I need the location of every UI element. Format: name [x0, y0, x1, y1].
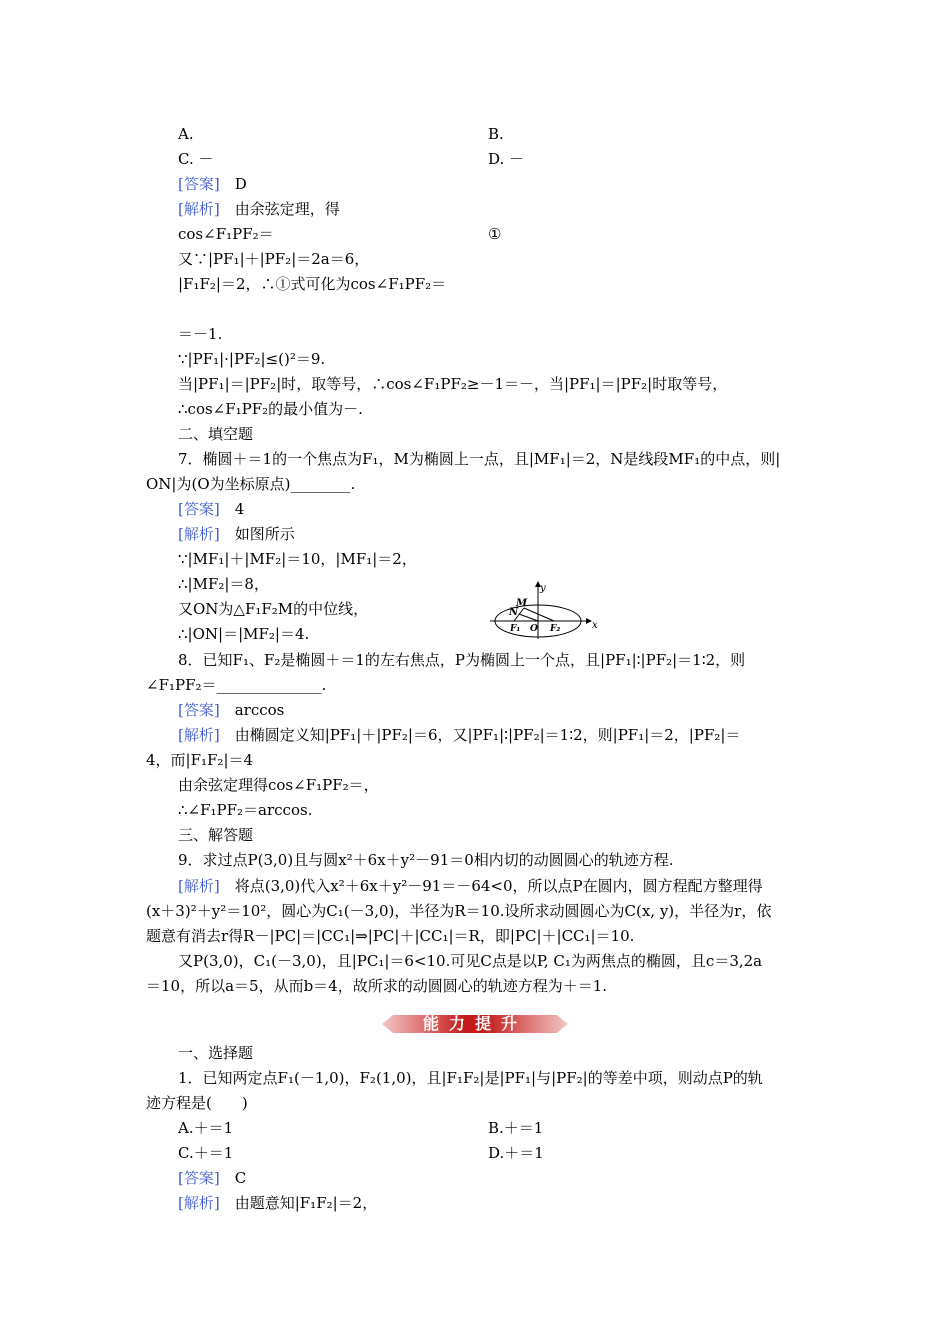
text-line: C.＋＝1: [178, 1144, 234, 1162]
answer-tag: [答案]: [178, 500, 220, 518]
text-line: ∠F₁PF₂＝______________.: [146, 676, 327, 694]
text-line: 一、选择题: [178, 1044, 254, 1062]
text-line: 又ON为△F₁F₂M的中位线，: [178, 600, 369, 618]
text-line: ∵|PF₁|·|PF₂|≤()²＝9.: [178, 350, 326, 368]
answer-tag: [解析]: [178, 1194, 220, 1212]
text-line: ON|为(O为坐标原点)________.: [146, 475, 356, 493]
text-line: [答案] 4: [178, 500, 245, 518]
text-line: 三、解答题: [178, 826, 254, 844]
text-line: ∵|MF₁|＋|MF₂|＝10，|MF₁|＝2，: [178, 550, 417, 568]
text-line: [答案] C: [178, 1169, 247, 1187]
text-line: ∴|MF₂|＝8，: [178, 575, 269, 593]
text-line: ①: [488, 225, 502, 243]
figure-label-y: y: [540, 583, 546, 594]
text-line: D.＋＝1: [488, 1144, 544, 1162]
answer-tag: [答案]: [178, 1169, 220, 1187]
text-line: 题意有消去r得R－|PC|＝|CC₁|⇒|PC|＋|CC₁|＝R，即|PC|＋|CC₁|＝10.: [146, 927, 635, 945]
text-line: [解析] 如图所示: [178, 525, 295, 543]
text-line: 1．已知两定点F₁(－1,0)，F₂(1,0)，且|F₁F₂|是|PF₁|与|PF₂|的等差中项，则动点P的轨: [178, 1069, 763, 1087]
text-line: ∴cos∠F₁PF₂的最小值为－.: [178, 400, 363, 418]
text-line: 又P(3,0)，C₁(－3,0)，且|PC₁|＝6<10.可见C点是以P, C₁为两焦点的椭圆，且c＝3,2a: [178, 952, 763, 970]
text-line: D. －: [488, 150, 525, 168]
ellipse-figure: [490, 579, 600, 641]
figure-label-x: x: [592, 620, 598, 631]
figure-label-o: O: [530, 624, 538, 634]
text-line: ＝－1.: [178, 325, 223, 343]
text-line: [解析] 将点(3,0)代入x²＋6x＋y²－91＝－64<0，所以点P在圆内，圆方程配方整理得: [178, 877, 763, 895]
text-line: [解析] 由余弦定理，得: [178, 200, 340, 218]
text-line: 7．椭圆＋＝1的一个焦点为F₁，M为椭圆上一点，且|MF₁|＝2，N是线段MF₁的中点，则|: [178, 450, 781, 468]
text-line: cos∠F₁PF₂＝: [178, 225, 274, 243]
text-line: B.＋＝1: [488, 1119, 544, 1137]
text-line: A.: [178, 125, 194, 143]
text-line: ∴∠F₁PF₂＝arccos.: [178, 801, 313, 819]
figure-label-m: M: [516, 598, 528, 609]
text-line: 迹方程是( ): [146, 1094, 248, 1112]
figure-label-f1: F₁: [510, 624, 521, 634]
text-line: 由余弦定理得cos∠F₁PF₂＝，: [178, 776, 379, 794]
text-line: 又∵|PF₁|＋|PF₂|＝2a＝6，: [178, 250, 370, 268]
text-line: C. －: [178, 150, 214, 168]
answer-tag: [答案]: [178, 701, 220, 719]
text-line: 4，而|F₁F₂|＝4: [146, 751, 254, 769]
text-line: 二、填空题: [178, 425, 254, 443]
text-line: (x＋3)²＋y²＝10²，圆心为C₁(－3,0)，半径为R＝10.设所求动圆圆心为C(x, y)，半径为r，依: [146, 902, 772, 920]
segment-on: [519, 614, 538, 621]
figure-label-n: N: [509, 607, 519, 618]
answer-tag: [解析]: [178, 525, 220, 543]
text-line: 9．求过点P(3,0)且与圆x²＋6x＋y²－91＝0相内切的动圆圆心的轨迹方程.: [178, 851, 674, 869]
answer-tag: [解析]: [178, 726, 220, 744]
answer-tag: [答案]: [178, 175, 220, 193]
text-line: [解析] 由椭圆定义知|PF₁|＋|PF₂|＝6，又|PF₁|∶|PF₂|＝1∶2，则|PF₁|＝2，|PF₂|＝: [178, 726, 741, 744]
section-banner-title: 能力提升: [422, 1014, 527, 1033]
answer-tag: [解析]: [178, 877, 220, 895]
segment-mf2: [524, 608, 554, 621]
section-banner: [382, 1011, 568, 1037]
text-line: |F₁F₂|＝2，∴①式可化为cos∠F₁PF₂＝: [178, 275, 447, 293]
answer-tag: [解析]: [178, 200, 220, 218]
text-line: 8．已知F₁、F₂是椭圆＋＝1的左右焦点，P为椭圆上一个点，且|PF₁|∶|PF₂|＝1∶2，则: [178, 651, 746, 669]
text-line: B.: [488, 125, 504, 143]
text-line: 当|PF₁|＝|PF₂|时，取等号，∴cos∠F₁PF₂≥－1＝－，当|PF₁|＝|PF₂|时取等号，: [178, 375, 728, 393]
text-line: [答案] D: [178, 175, 247, 193]
figure-label-f2: F₂: [550, 624, 561, 634]
text-line: [解析] 由题意知|F₁F₂|＝2，: [178, 1194, 378, 1212]
text-line: ∴|ON|＝|MF₂|＝4.: [178, 625, 310, 643]
text-line: [答案] arccos: [178, 701, 285, 719]
text-line: A.＋＝1: [178, 1119, 234, 1137]
text-line: ＝10，所以a＝5，从而b＝4，故所求的动圆圆心的轨迹方程为＋＝1.: [146, 977, 608, 995]
